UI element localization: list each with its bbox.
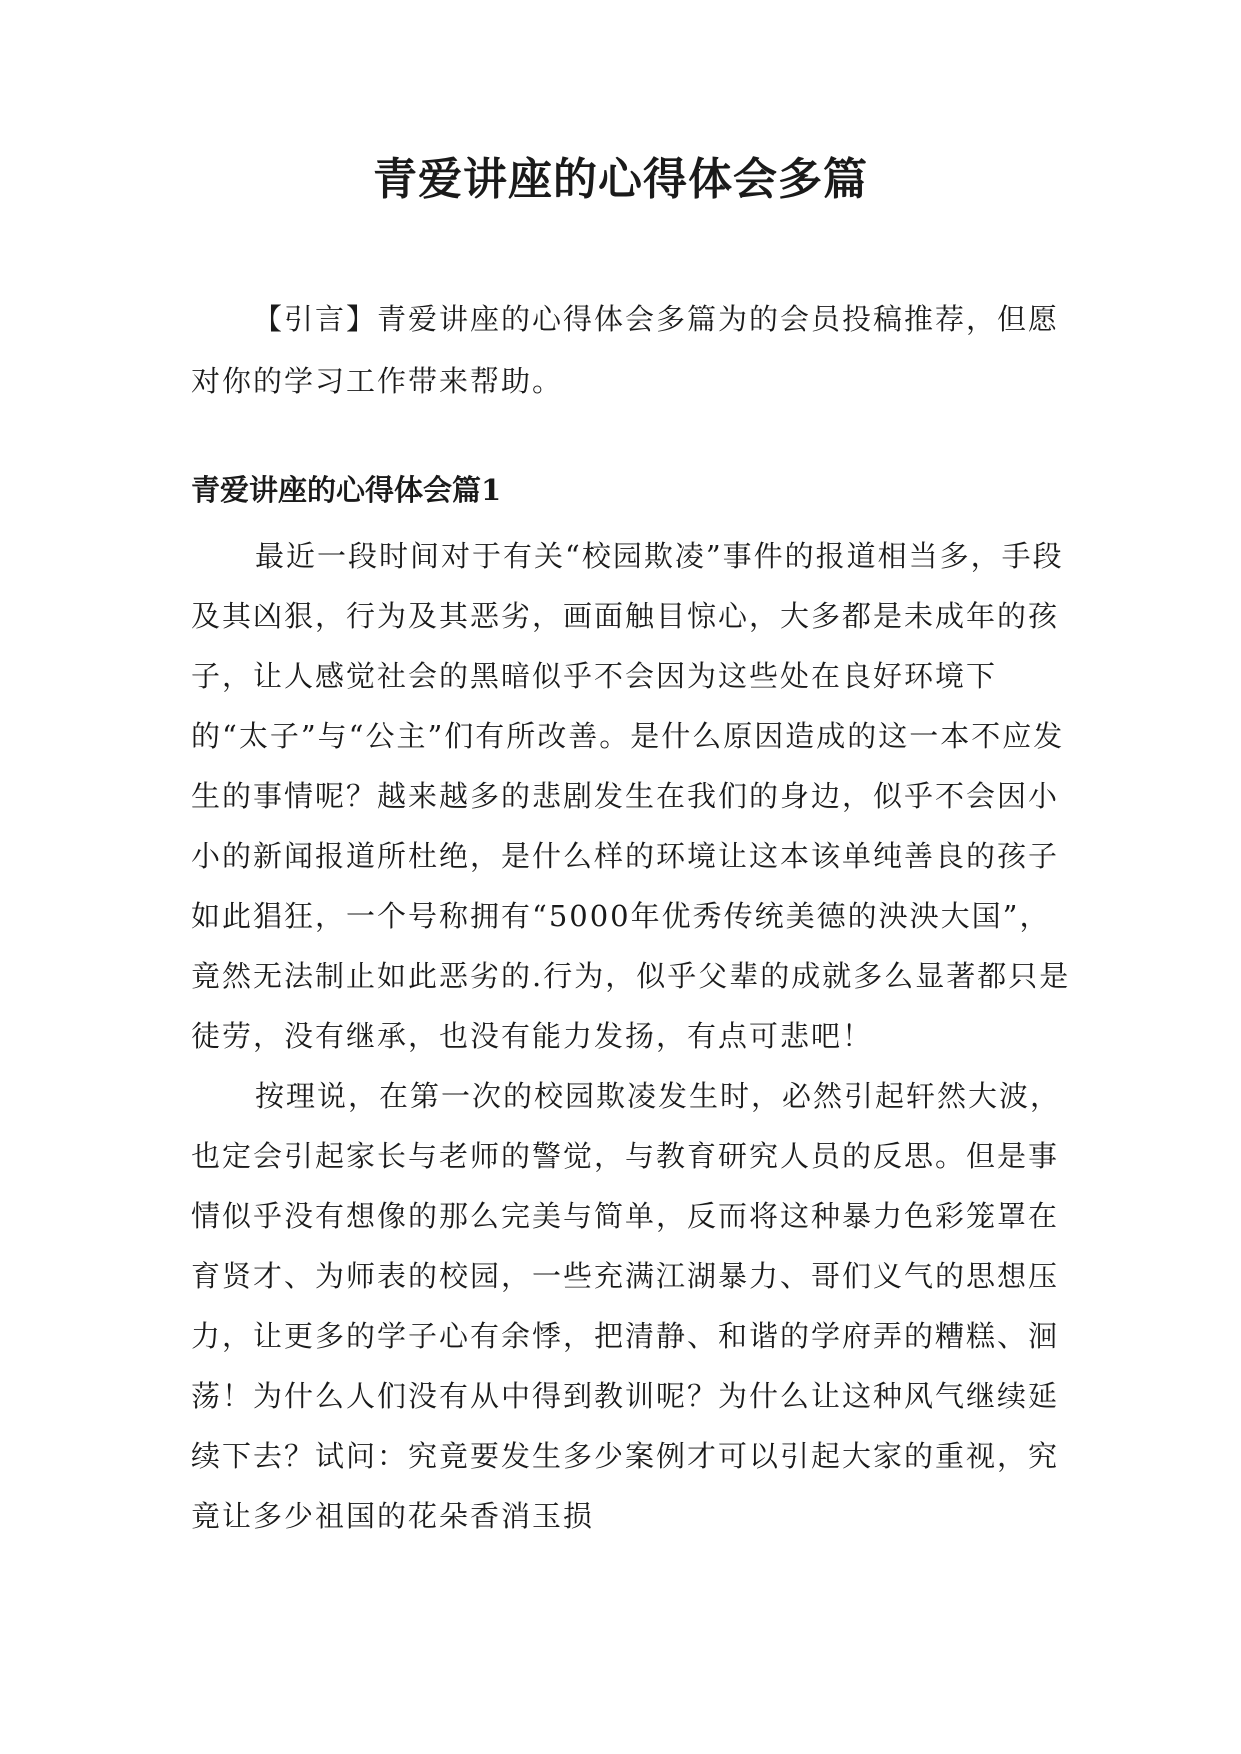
body-paragraph: 最近一段时间对于有关“校园欺凌”事件的报道相当多，手段及其凶狠，行为及其恶劣，画面触目惊心，大多都是未成年的孩子，让人感觉社会的黑暗似乎不会因为这些处在良好环境下的“太子”与“公主”们有所改善。是什么原因造成的这一本不应发生的事情呢？越来越多的悲剧发生在我们的身边，似乎不会因小小的新闻报道所杜绝，是什么样的环境让这本该单纯善良的孩子如此猖狂，一个号称拥有“5000年优秀传统美德的泱泱大国”，竟然无法制止如此恶劣的.行为，似乎父辈的成就多么显著都只是徒劳，没有继承，也没有能力发扬，有点可悲吧！ bbox=[191, 539, 1071, 1053]
document-title: 青爱讲座的心得体会多篇 bbox=[373, 154, 868, 205]
intro-paragraph: 【引言】青爱讲座的心得体会多篇为的会员投稿推荐，但愿对你的学习工作带来帮助。 bbox=[191, 302, 1060, 398]
section-heading: 青爱讲座的心得体会篇1 bbox=[191, 473, 502, 507]
body-paragraph: 按理说，在第一次的校园欺凌发生时，必然引起轩然大波，也定会引起家长与老师的警觉，与教育研究人员的反思。但是事情似乎没有想像的那么完美与简单，反而将这种暴力色彩笼罩在育贤才、为师表的校园，一些充满江湖暴力、哥们义气的思想压力，让更多的学子心有余悸，把清静、和谐的学府弄的糟糕、洄荡！为什么人们没有从中得到教训呢？为什么让这种风气继续延续下去？试问：究竟要发生多少案例才可以引起大家的重视，究竟让多少祖国的花朵香消玉损 bbox=[191, 1079, 1062, 1533]
section-body bbox=[191, 526, 1071, 1546]
